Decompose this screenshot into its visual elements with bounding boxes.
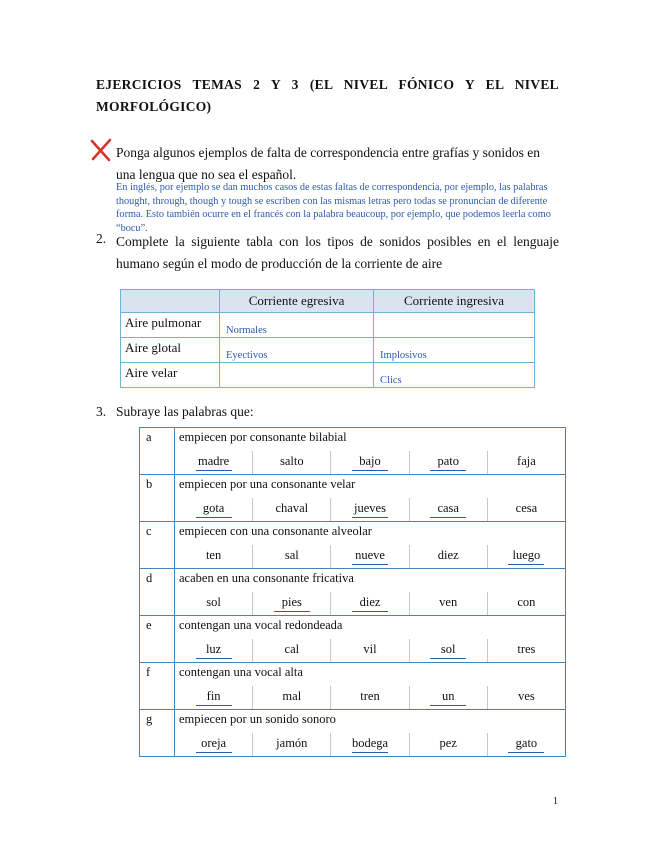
table-row [121, 338, 535, 363]
word[interactable]: chaval [252, 498, 330, 521]
table-row [121, 313, 535, 338]
answer-cell [374, 338, 535, 363]
word[interactable]: ven [409, 592, 487, 615]
table-row [140, 569, 566, 616]
underline-exercise-table [139, 427, 566, 757]
row-letter: a [140, 428, 175, 475]
word[interactable]: sol [206, 595, 221, 609]
word-list [175, 498, 565, 521]
row-letter: g [140, 710, 175, 757]
question-2-number: 2. [96, 231, 107, 246]
row-letter: f [140, 663, 175, 710]
table-row [140, 616, 566, 663]
word[interactable]: faja [487, 451, 565, 474]
word-underlined[interactable]: bajo [330, 451, 408, 474]
wrong-mark-icon [90, 138, 112, 162]
row-letter: b [140, 475, 175, 522]
row-criterion: empiecen por un sonido sonoro [179, 712, 336, 726]
word[interactable]: cal [252, 639, 330, 662]
word-underlined[interactable]: diez [330, 592, 408, 615]
word-underlined[interactable]: pato [409, 451, 487, 474]
row-label: Aire velar [121, 363, 220, 388]
table-header-egresiva: Corriente egresiva [220, 290, 374, 313]
row-content [175, 475, 566, 522]
word-underlined[interactable]: gato [487, 733, 565, 756]
word-underlined[interactable]: luz [175, 639, 252, 662]
row-content [175, 616, 566, 663]
question-1-answer: En inglés, por ejemplo se dan muchos casos de estas faltas de correspondencia, por ejemplo, las palabras thought, through, though y tough se escriben con las mismas letras pero todas se pronuncian de diferente forma. Esto también ocurre en el francés con la palabra beaucoup, por ejemplo, que podemos leerla como “bocu”. [116, 182, 551, 234]
word[interactable]: vil [330, 639, 408, 662]
row-content [175, 569, 566, 616]
answer-cell [374, 313, 535, 338]
answer-text: Normales [226, 325, 267, 336]
answer-text: Clics [380, 375, 402, 386]
word[interactable]: pez [409, 733, 487, 756]
word[interactable]: ves [487, 686, 565, 709]
word[interactable]: mal [252, 686, 330, 709]
row-letter: e [140, 616, 175, 663]
row-criterion: empiecen con una consonante alveolar [179, 524, 372, 538]
answer-text: Eyectivos [226, 350, 268, 361]
row-letter: d [140, 569, 175, 616]
word-underlined[interactable]: bodega [330, 733, 408, 756]
word-underlined[interactable]: madre [175, 451, 252, 474]
row-content [175, 428, 566, 475]
row-content [175, 663, 566, 710]
page-title [96, 74, 559, 118]
table-row [140, 710, 566, 757]
question-2-text: Complete la siguiente tabla con los tipos de sonidos posibles en el lenguaje humano según el modo de producción de la corriente de aire [116, 234, 559, 271]
word[interactable]: tren [330, 686, 408, 709]
answer-cell [220, 338, 374, 363]
row-letter: c [140, 522, 175, 569]
word-underlined[interactable]: nueve [330, 545, 408, 568]
word-list [175, 545, 565, 568]
word-list [175, 686, 565, 709]
row-criterion: contengan una vocal alta [179, 665, 303, 679]
answer-text: Implosivos [380, 350, 427, 361]
table-row [140, 663, 566, 710]
word[interactable]: tres [487, 639, 565, 662]
word[interactable]: cesa [487, 498, 565, 521]
airstream-table [120, 289, 535, 388]
word-underlined[interactable]: luego [487, 545, 565, 568]
table-row [140, 428, 566, 475]
word[interactable]: con [487, 592, 565, 615]
answer-cell [374, 363, 535, 388]
question-1-text: Ponga algunos ejemplos de falta de correspondencia entre grafías y sonidos en una lengua que no sea el español. [116, 145, 540, 182]
word-list [175, 639, 565, 662]
row-criterion: acaben en una consonante fricativa [179, 571, 354, 585]
page-number: 1 [553, 796, 558, 807]
word-underlined[interactable]: un [409, 686, 487, 709]
word-list [175, 592, 565, 615]
answer-cell [220, 313, 374, 338]
table-row [140, 475, 566, 522]
word-underlined[interactable]: oreja [175, 733, 252, 756]
row-criterion: empiecen por una consonante velar [179, 477, 356, 491]
row-criterion: empiecen por consonante bilabial [179, 430, 347, 444]
row-label: Aire glotal [121, 338, 220, 363]
word-list [175, 451, 565, 474]
question-3-text: Subraye las palabras que: [116, 404, 254, 419]
word[interactable]: ten [205, 548, 222, 562]
word[interactable]: jamón [252, 733, 330, 756]
word-underlined[interactable]: casa [409, 498, 487, 521]
title-line-2: MORFOLÓGICO) [96, 99, 212, 114]
row-content [175, 522, 566, 569]
table-header-ingresiva: Corriente ingresiva [374, 290, 535, 313]
word-list [175, 733, 565, 756]
table-header-empty [121, 290, 220, 313]
word-underlined[interactable]: gota [175, 498, 252, 521]
word-underlined[interactable]: fin [175, 686, 252, 709]
row-label: Aire pulmonar [121, 313, 220, 338]
word-underlined[interactable]: pies [252, 592, 330, 615]
word[interactable]: salto [252, 451, 330, 474]
row-content [175, 710, 566, 757]
word[interactable]: diez [409, 545, 487, 568]
table-row [140, 522, 566, 569]
title-line-1: EJERCICIOS TEMAS 2 Y 3 (EL NIVEL FÓNICO Y EL NIVEL [96, 77, 559, 92]
answer-cell [220, 363, 374, 388]
row-criterion: contengan una vocal redondeada [179, 618, 343, 632]
word-underlined[interactable]: jueves [330, 498, 408, 521]
question-3-number: 3. [96, 404, 107, 419]
word[interactable]: sal [252, 545, 330, 568]
word-underlined[interactable]: sol [409, 639, 487, 662]
table-row [121, 363, 535, 388]
